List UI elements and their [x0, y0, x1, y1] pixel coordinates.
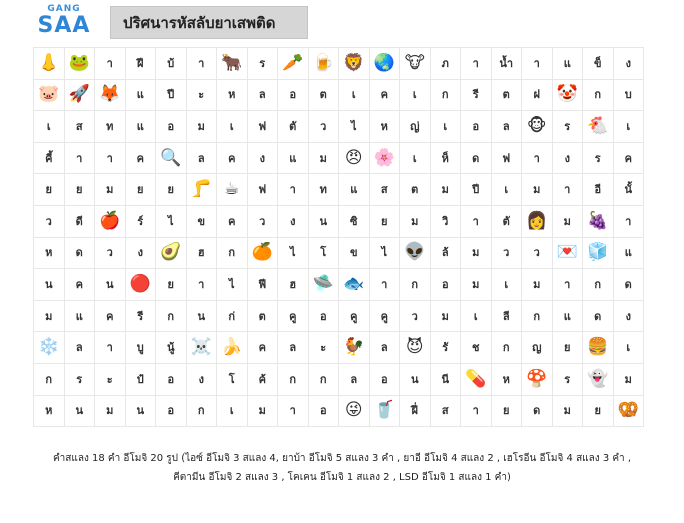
grid-cell[interactable]: คู — [339, 300, 370, 332]
grid-cell[interactable]: ☕ — [217, 174, 248, 206]
grid-cell[interactable]: ห — [369, 111, 400, 143]
grid-cell[interactable]: น — [400, 363, 431, 395]
grid-cell[interactable]: 😈 — [400, 332, 431, 364]
grid-cell[interactable]: ก — [583, 79, 614, 111]
grid-cell[interactable]: 🦵 — [186, 174, 217, 206]
grid-cell[interactable]: ม — [552, 205, 583, 237]
grid-cell[interactable]: ม — [400, 205, 431, 237]
grid-cell[interactable]: อ — [461, 111, 492, 143]
grid-cell[interactable]: ค — [613, 142, 644, 174]
grid-cell[interactable]: อ — [156, 395, 187, 427]
grid-cell[interactable]: แ — [613, 237, 644, 269]
grid-cell[interactable]: ญ — [522, 332, 553, 364]
grid-cell[interactable]: 💌 — [552, 237, 583, 269]
grid-cell[interactable]: า — [552, 174, 583, 206]
grid-cell[interactable]: เ — [430, 111, 461, 143]
grid-cell[interactable]: ค — [125, 142, 156, 174]
grid-cell[interactable]: ก — [400, 269, 431, 301]
grid-cell[interactable]: 😜 — [339, 395, 370, 427]
grid-cell[interactable]: ค — [64, 269, 95, 301]
grid-cell[interactable]: า — [552, 269, 583, 301]
grid-cell[interactable]: ตั — [491, 205, 522, 237]
grid-cell[interactable]: 👽 — [400, 237, 431, 269]
grid-cell[interactable]: ม — [522, 174, 553, 206]
grid-cell[interactable]: 🐷 — [34, 79, 65, 111]
grid-row — [34, 363, 644, 395]
grid-cell[interactable]: ญ่ — [400, 111, 431, 143]
grid-cell[interactable]: น — [186, 300, 217, 332]
grid-cell[interactable]: 🔍 — [156, 142, 187, 174]
grid-cell[interactable]: ม — [430, 300, 461, 332]
grid-cell[interactable]: า — [95, 332, 126, 364]
grid-cell[interactable]: า — [95, 48, 126, 80]
grid-cell[interactable]: า — [186, 269, 217, 301]
grid-cell[interactable]: อ — [278, 79, 309, 111]
grid-cell[interactable]: ล — [491, 111, 522, 143]
grid-cell[interactable]: 🦁 — [339, 48, 370, 80]
grid-cell[interactable]: น — [95, 269, 126, 301]
grid-cell[interactable]: ง — [552, 142, 583, 174]
grid-cell[interactable]: ร์ — [125, 205, 156, 237]
grid-cell[interactable]: า — [186, 48, 217, 80]
grid-cell[interactable]: ย — [369, 205, 400, 237]
grid-cell[interactable]: แ — [64, 300, 95, 332]
grid-cell[interactable]: ล — [339, 363, 370, 395]
grid-cell[interactable]: ก — [522, 300, 553, 332]
grid-cell[interactable]: เ — [339, 79, 370, 111]
grid-cell[interactable]: 🧊 — [583, 237, 614, 269]
grid-cell[interactable]: ต — [247, 300, 278, 332]
grid-cell[interactable]: 🌸 — [369, 142, 400, 174]
grid-cell[interactable]: น — [125, 395, 156, 427]
grid-row — [34, 237, 644, 269]
grid-cell[interactable]: 🚀 — [64, 79, 95, 111]
grid-cell[interactable]: า — [278, 395, 309, 427]
grid-cell[interactable]: บ — [613, 79, 644, 111]
grid-cell[interactable]: 🦊 — [95, 79, 126, 111]
gang-saa-logo — [36, 4, 92, 38]
grid-cell[interactable]: ะ — [95, 363, 126, 395]
grid-cell[interactable]: ย — [64, 174, 95, 206]
grid-cell[interactable]: 👻 — [583, 363, 614, 395]
grid-cell[interactable]: ค้ — [247, 363, 278, 395]
grid-cell[interactable]: ร — [583, 142, 614, 174]
grid-cell[interactable]: ฟี — [247, 269, 278, 301]
grid-cell[interactable]: ง — [125, 237, 156, 269]
grid-row — [34, 205, 644, 237]
grid-cell[interactable]: ส — [430, 395, 461, 427]
grid-cell[interactable]: ว — [308, 111, 339, 143]
grid-cell[interactable]: ย — [156, 269, 187, 301]
grid-cell[interactable]: ย — [156, 174, 187, 206]
grid-cell[interactable]: 🔴 — [125, 269, 156, 301]
grid-cell[interactable]: ย — [125, 174, 156, 206]
grid-cell[interactable]: โ — [308, 237, 339, 269]
grid-cell[interactable]: า — [64, 142, 95, 174]
grid-cell[interactable]: 🍌 — [217, 332, 248, 364]
grid-row — [34, 111, 644, 143]
grid-cell[interactable]: ปี — [156, 79, 187, 111]
grid-cell[interactable]: ล — [278, 332, 309, 364]
grid-cell[interactable]: ฮ — [186, 237, 217, 269]
grid-cell[interactable]: ค — [217, 205, 248, 237]
grid-cell[interactable]: ย — [583, 395, 614, 427]
grid-cell[interactable]: ก — [156, 300, 187, 332]
grid-cell[interactable]: อ — [156, 363, 187, 395]
grid-cell[interactable]: แ — [552, 48, 583, 80]
grid-cell[interactable]: แ — [552, 300, 583, 332]
grid-cell[interactable]: 🍊 — [247, 237, 278, 269]
grid-cell[interactable]: ก — [583, 269, 614, 301]
grid-cell[interactable]: ข็ — [583, 48, 614, 80]
logo-big-text: SAA — [37, 13, 91, 38]
grid-cell[interactable]: 🛸 — [308, 269, 339, 301]
grid-cell[interactable]: แ — [125, 111, 156, 143]
grid-cell[interactable]: ภ — [430, 48, 461, 80]
grid-cell[interactable]: 🥤 — [369, 395, 400, 427]
grid-cell[interactable]: ฝี — [125, 48, 156, 80]
grid-cell[interactable]: 🥑 — [156, 237, 187, 269]
grid-row — [34, 300, 644, 332]
grid-cell[interactable]: ะ — [308, 332, 339, 364]
grid-cell[interactable]: 🌏 — [369, 48, 400, 80]
grid-cell[interactable]: 🥨 — [613, 395, 644, 427]
grid-cell[interactable]: 🐟 — [339, 269, 370, 301]
grid-cell[interactable]: เ — [613, 332, 644, 364]
grid-cell[interactable]: ล้ — [430, 237, 461, 269]
grid-cell[interactable]: ก — [278, 363, 309, 395]
grid-cell[interactable]: 😠 — [339, 142, 370, 174]
grid-cell[interactable]: ล — [64, 332, 95, 364]
grid-cell[interactable]: ล — [247, 79, 278, 111]
grid-cell[interactable]: ฟ — [247, 111, 278, 143]
grid-cell[interactable]: ก — [491, 332, 522, 364]
grid-cell[interactable]: รั — [430, 332, 461, 364]
grid-cell[interactable]: ด — [522, 395, 553, 427]
grid-row — [34, 79, 644, 111]
grid-row — [34, 48, 644, 80]
grid-cell[interactable]: ฝี่ — [400, 395, 431, 427]
grid-cell[interactable]: 🥕 — [278, 48, 309, 80]
grid-cell[interactable]: ค — [95, 300, 126, 332]
grid-cell[interactable]: วิ — [430, 205, 461, 237]
grid-cell[interactable]: เ — [400, 79, 431, 111]
grid-cell[interactable]: ด — [461, 142, 492, 174]
grid-cell[interactable]: บู — [125, 332, 156, 364]
grid-row — [34, 395, 644, 427]
grid-cell[interactable]: 🐓 — [339, 332, 370, 364]
grid-cell[interactable]: แ — [278, 142, 309, 174]
grid-cell[interactable]: ห็ — [430, 142, 461, 174]
grid-cell[interactable]: ก — [430, 79, 461, 111]
grid-cell[interactable]: รี — [125, 300, 156, 332]
grid-cell[interactable]: ม — [308, 142, 339, 174]
grid-cell[interactable]: ง — [613, 48, 644, 80]
grid-cell[interactable]: ง — [186, 363, 217, 395]
grid-cell[interactable]: บ้ — [156, 48, 187, 80]
grid-cell[interactable]: า — [461, 205, 492, 237]
grid-cell[interactable]: ส — [369, 174, 400, 206]
grid-cell[interactable]: ไ — [369, 237, 400, 269]
grid-cell[interactable]: ก — [34, 363, 65, 395]
grid-row — [34, 269, 644, 301]
grid-cell[interactable]: ย — [552, 332, 583, 364]
grid-cell[interactable]: ฟ — [247, 174, 278, 206]
grid-cell[interactable]: ย — [491, 395, 522, 427]
grid-cell[interactable]: ต — [400, 174, 431, 206]
grid-cell[interactable]: ง — [278, 205, 309, 237]
grid-cell[interactable]: คู — [278, 300, 309, 332]
grid-cell[interactable]: ซิ — [339, 205, 370, 237]
grid-cell[interactable]: ว — [491, 237, 522, 269]
grid-cell[interactable]: ร — [552, 111, 583, 143]
grid-cell[interactable]: า — [278, 174, 309, 206]
grid-cell[interactable]: คู — [369, 300, 400, 332]
grid-cell[interactable]: ☠️ — [186, 332, 217, 364]
grid-cell[interactable]: คี้ — [34, 142, 65, 174]
grid-cell[interactable]: 🐮 — [400, 48, 431, 80]
grid-cell[interactable]: เ — [217, 111, 248, 143]
grid-cell[interactable]: 🍺 — [308, 48, 339, 80]
grid-cell[interactable]: น้ำ — [491, 48, 522, 80]
grid-cell[interactable]: อ — [369, 363, 400, 395]
grid-cell[interactable]: า — [461, 48, 492, 80]
grid-cell[interactable]: ม — [186, 111, 217, 143]
grid-cell[interactable]: 🍎 — [95, 205, 126, 237]
grid-cell[interactable]: ม — [461, 237, 492, 269]
grid-cell[interactable]: ม — [95, 174, 126, 206]
grid-cell[interactable]: 💊 — [461, 363, 492, 395]
grid-cell[interactable]: ไ — [217, 269, 248, 301]
grid-cell[interactable]: 🐸 — [64, 48, 95, 80]
grid-cell[interactable]: ม — [613, 363, 644, 395]
grid-cell[interactable]: โ — [217, 363, 248, 395]
grid-cell[interactable]: รี — [461, 79, 492, 111]
grid-cell[interactable]: อ — [430, 269, 461, 301]
grid-cell[interactable]: เ — [34, 111, 65, 143]
grid-cell[interactable]: า — [369, 269, 400, 301]
grid-cell[interactable]: 👃 — [34, 48, 65, 80]
grid-cell[interactable]: น — [308, 205, 339, 237]
grid-cell[interactable]: เ — [217, 395, 248, 427]
grid-cell[interactable]: ม — [430, 174, 461, 206]
grid-cell[interactable]: ม — [461, 269, 492, 301]
grid-row — [34, 332, 644, 364]
grid-cell[interactable]: ปี — [461, 174, 492, 206]
grid-cell[interactable]: อ — [308, 300, 339, 332]
logo-small-text: GANG — [47, 4, 81, 14]
grid-cell[interactable]: เ — [491, 269, 522, 301]
grid-cell[interactable]: ด — [583, 300, 614, 332]
grid-cell[interactable]: ล — [369, 332, 400, 364]
grid-cell[interactable]: ตั — [278, 111, 309, 143]
grid-cell[interactable]: ร — [552, 363, 583, 395]
grid-cell[interactable]: ด — [613, 269, 644, 301]
grid-cell[interactable]: นี — [430, 363, 461, 395]
grid-cell[interactable]: 🤡 — [552, 79, 583, 111]
grid-cell[interactable]: ท — [95, 111, 126, 143]
grid-cell[interactable]: แ — [125, 79, 156, 111]
grid-cell[interactable]: ส — [64, 111, 95, 143]
grid-cell[interactable]: ค — [369, 79, 400, 111]
grid-cell[interactable]: 🍇 — [583, 205, 614, 237]
grid-cell[interactable]: ก — [308, 363, 339, 395]
grid-cell[interactable]: นั้ — [613, 174, 644, 206]
grid-cell[interactable]: า — [522, 48, 553, 80]
grid-cell[interactable]: า — [613, 205, 644, 237]
grid-cell[interactable]: ดี — [64, 205, 95, 237]
grid-cell[interactable]: ล — [186, 142, 217, 174]
puzzle-title: ปริศนารหัสลับยาเสพติด — [110, 6, 308, 39]
grid-cell[interactable]: ก่ — [217, 300, 248, 332]
grid-cell[interactable]: แ — [339, 174, 370, 206]
grid-cell[interactable]: ลี — [491, 300, 522, 332]
grid-cell[interactable]: ❄️ — [34, 332, 65, 364]
grid-cell[interactable]: ห — [217, 79, 248, 111]
grid-cell[interactable]: 🐵 — [522, 111, 553, 143]
grid-cell[interactable]: ร — [247, 48, 278, 80]
caption-line-1: คำสแลง 18 คำ อีโมจิ 20 รูป (ไอซ์ อีโมจิ 3 สแลง 4, ยาบ้า อีโมจิ 5 สแลง 3 คำ , ยาอี อีโมจิ 4 สแลง 2 , เฮโรอีน อีโมจิ 4 สแลง 3 คำ , — [52, 453, 632, 464]
grid-cell[interactable]: ป๋ — [125, 363, 156, 395]
grid-cell[interactable]: ก — [186, 395, 217, 427]
grid-cell[interactable]: น — [34, 269, 65, 301]
grid-cell[interactable]: 🍔 — [583, 332, 614, 364]
grid-cell[interactable]: ค — [217, 142, 248, 174]
grid-cell[interactable]: า — [522, 142, 553, 174]
caption — [0, 449, 684, 487]
grid-cell[interactable]: ว — [247, 205, 278, 237]
grid-cell[interactable]: ง — [613, 300, 644, 332]
grid-cell[interactable]: เ — [461, 300, 492, 332]
grid-cell[interactable]: ง — [247, 142, 278, 174]
grid-cell[interactable]: ต — [308, 79, 339, 111]
grid-cell[interactable]: ไ — [278, 237, 309, 269]
grid-cell[interactable]: ห — [491, 363, 522, 395]
caption-line-2: คีตามีน อีโมจิ 2 สแลง 3 , โคเคน อีโมจิ 1 สแลง 2 , LSD อีโมจิ 1 สแลง 1 คำ) — [173, 472, 511, 483]
grid-cell[interactable]: 🐂 — [217, 48, 248, 80]
grid-cell[interactable]: ม — [522, 269, 553, 301]
grid-cell[interactable]: เ — [613, 111, 644, 143]
grid-cell[interactable]: ม — [247, 395, 278, 427]
grid-cell[interactable]: เ — [400, 142, 431, 174]
grid-cell[interactable]: า — [461, 395, 492, 427]
grid-cell[interactable]: อี — [583, 174, 614, 206]
grid-cell[interactable]: อ — [156, 111, 187, 143]
grid-cell[interactable]: น — [64, 395, 95, 427]
grid-cell[interactable]: ม — [34, 300, 65, 332]
grid-cell[interactable]: ข — [339, 237, 370, 269]
grid-row — [34, 174, 644, 206]
grid-cell[interactable]: ไ — [156, 205, 187, 237]
grid-cell[interactable]: ข — [186, 205, 217, 237]
grid-cell[interactable]: ะ — [186, 79, 217, 111]
grid-cell[interactable]: ร — [64, 363, 95, 395]
grid-cell[interactable]: ค — [247, 332, 278, 364]
grid-row — [34, 142, 644, 174]
grid-cell[interactable]: ม — [552, 395, 583, 427]
grid-cell[interactable]: ก — [217, 237, 248, 269]
grid-cell[interactable]: ว — [34, 205, 65, 237]
grid-cell[interactable]: เ — [491, 174, 522, 206]
grid-cell[interactable]: ว — [95, 237, 126, 269]
grid-cell[interactable]: ฟ — [491, 142, 522, 174]
grid-cell[interactable]: ฮ — [278, 269, 309, 301]
grid-cell[interactable]: ย — [34, 174, 65, 206]
grid-cell[interactable]: ห — [34, 395, 65, 427]
grid-cell[interactable]: 🍄 — [522, 363, 553, 395]
grid-cell[interactable]: ด — [64, 237, 95, 269]
grid-cell[interactable]: นู้ — [156, 332, 187, 364]
grid-cell[interactable]: ว — [400, 300, 431, 332]
grid-cell[interactable]: า — [95, 142, 126, 174]
grid-cell[interactable]: ท — [308, 174, 339, 206]
grid-cell[interactable]: ว — [522, 237, 553, 269]
grid-cell[interactable]: ฝ — [522, 79, 553, 111]
grid-cell[interactable]: ไ — [339, 111, 370, 143]
grid-cell[interactable]: ช — [461, 332, 492, 364]
grid-cell[interactable]: ห — [34, 237, 65, 269]
grid-cell[interactable]: ต — [491, 79, 522, 111]
grid-cell[interactable]: 🐔 — [583, 111, 614, 143]
grid-cell[interactable]: ม — [95, 395, 126, 427]
word-search-grid — [33, 47, 644, 427]
grid-cell[interactable]: 👩 — [522, 205, 553, 237]
grid-cell[interactable]: อ — [308, 395, 339, 427]
